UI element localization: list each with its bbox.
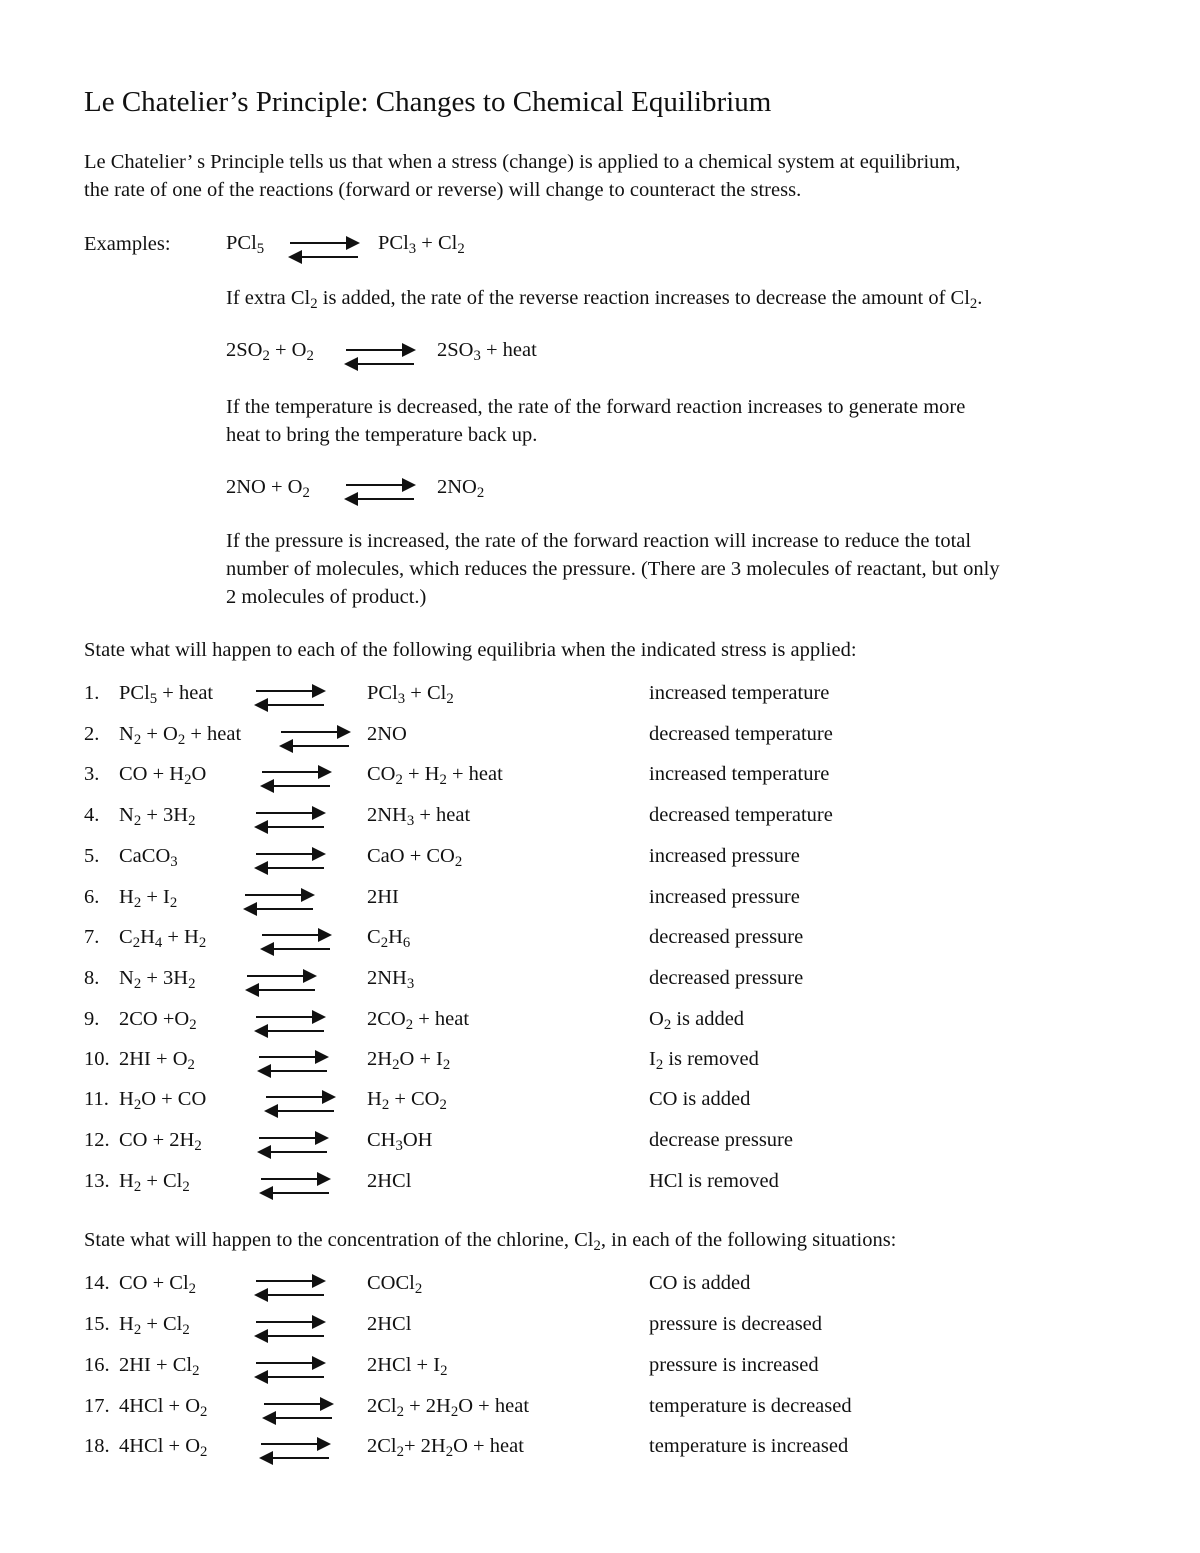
equilibrium-arrow-icon	[286, 232, 362, 264]
problem-products: $2H_2O + I_2$	[367, 1048, 451, 1074]
problem-products: $2NH_3$ + heat	[367, 804, 471, 830]
problem-stress: CO is added	[649, 1088, 751, 1110]
section-2-instruction: State what will happen to the concentration of the chlorine, $Cl_2$, in each of the following situations:	[84, 1229, 897, 1255]
problem-reactants: $4HCl + O_2$	[119, 1435, 208, 1461]
example-3-products: $2NO_2$	[437, 476, 485, 502]
problem-number: 5.	[84, 845, 100, 867]
problem-reactants: CO + $H_2O$	[119, 763, 207, 789]
problem-number: 7.	[84, 926, 100, 948]
example-3-note-line-1: If the pressure is increased, the rate of the forward reaction will increase to reduce the total	[226, 530, 972, 552]
problem-stress: increased pressure	[649, 886, 800, 908]
equilibrium-arrow-icon	[252, 802, 328, 834]
equilibrium-arrow-icon	[257, 1433, 333, 1465]
problem-number: 2.	[84, 723, 100, 745]
problem-reactants: $H_2 + I_2$	[119, 886, 178, 912]
problem-stress: decrease pressure	[649, 1129, 793, 1151]
problem-number: 11.	[84, 1088, 109, 1110]
problem-reactants: $2HI + O_2$	[119, 1048, 195, 1074]
problem-stress: CO is added	[649, 1272, 751, 1294]
equilibrium-arrow-icon	[258, 924, 334, 956]
problem-reactants: CO + $2H_2$	[119, 1129, 202, 1155]
problem-stress: HCl is removed	[649, 1170, 779, 1192]
problem-number: 6.	[84, 886, 100, 908]
equilibrium-arrow-icon	[252, 1352, 328, 1384]
problem-number: 18.	[84, 1435, 110, 1457]
example-1-products: $PCl_3 + Cl_2$	[378, 232, 465, 258]
equilibrium-arrow-icon	[252, 1311, 328, 1343]
problem-reactants: $2CO +O_2$	[119, 1008, 197, 1034]
problem-reactants: PCl$_5$ + heat	[119, 682, 214, 708]
problem-products: 2HCl	[367, 1170, 412, 1192]
page-title: Le Chatelier’s Principle: Changes to Chemical Equilibrium	[84, 86, 772, 118]
problem-number: 4.	[84, 804, 100, 826]
equilibrium-arrow-icon	[342, 474, 418, 506]
problem-products: $CH_3OH$	[367, 1129, 433, 1155]
example-2-products: $2SO_3$ + heat	[437, 339, 537, 365]
example-3-note-line-2: number of molecules, which reduces the pressure. (There are 3 molecules of reactant, but only	[226, 558, 1000, 580]
example-3-reactants: $2NO + O_2$	[226, 476, 310, 502]
problem-number: 14.	[84, 1272, 110, 1294]
problem-stress: decreased pressure	[649, 967, 804, 989]
equilibrium-arrow-icon	[277, 721, 353, 753]
problem-reactants: $H_2 + Cl_2$	[119, 1313, 190, 1339]
problem-products: $2CO_2$ + heat	[367, 1008, 470, 1034]
equilibrium-arrow-icon	[262, 1086, 338, 1118]
problem-number: 10.	[84, 1048, 110, 1070]
problem-products: CaO + $CO_2$	[367, 845, 463, 871]
problem-number: 9.	[84, 1008, 100, 1030]
problem-stress: decreased pressure	[649, 926, 804, 948]
problem-number: 17.	[84, 1395, 110, 1417]
problem-products: $H_2 + CO_2$	[367, 1088, 447, 1114]
problem-stress: temperature is decreased	[649, 1395, 852, 1417]
problem-reactants: $C_2H_4 + H_2$	[119, 926, 207, 952]
problem-stress: increased temperature	[649, 682, 830, 704]
intro-line-1: Le Chatelier’ s Principle tells us that when a stress (change) is applied to a chemical system at equilibrium,	[84, 151, 961, 173]
example-1-note: If extra $Cl_2$ is added, the rate of the reverse reaction increases to decrease the amount of $Cl_2$.	[226, 287, 983, 313]
problem-reactants: $2HI + Cl_2$	[119, 1354, 200, 1380]
problem-products: $2NH_3$	[367, 967, 415, 993]
equilibrium-arrow-icon	[255, 1127, 331, 1159]
problem-number: 3.	[84, 763, 100, 785]
example-2-note-line-2: heat to bring the temperature back up.	[226, 424, 538, 446]
problem-stress: increased pressure	[649, 845, 800, 867]
problem-reactants: CaCO$_3$	[119, 845, 178, 871]
problem-reactants: $H_2 + Cl_2$	[119, 1170, 190, 1196]
problem-number: 16.	[84, 1354, 110, 1376]
problem-reactants: $H_2O$ + CO	[119, 1088, 207, 1114]
problem-number: 1.	[84, 682, 100, 704]
examples-label: Examples:	[84, 233, 171, 255]
equilibrium-arrow-icon	[243, 965, 319, 997]
problem-stress: $O_2$ is added	[649, 1008, 745, 1034]
problem-products: $2Cl_2+ 2H_2O$ + heat	[367, 1435, 524, 1461]
example-1-reactants: PCl$_5$	[226, 232, 265, 258]
equilibrium-arrow-icon	[241, 884, 317, 916]
equilibrium-arrow-icon	[252, 1006, 328, 1038]
problem-stress: $I_2$ is removed	[649, 1048, 759, 1074]
equilibrium-arrow-icon	[252, 680, 328, 712]
example-2-reactants: $2SO_2 + O_2$	[226, 339, 314, 365]
problem-stress: decreased temperature	[649, 804, 833, 826]
problem-number: 8.	[84, 967, 100, 989]
equilibrium-arrow-icon	[252, 1270, 328, 1302]
problem-stress: pressure is decreased	[649, 1313, 823, 1335]
problem-products: $PCl_3 + Cl_2$	[367, 682, 454, 708]
problem-products: $2HCl + I_2$	[367, 1354, 448, 1380]
problem-reactants: CO + $Cl_2$	[119, 1272, 197, 1298]
equilibrium-arrow-icon	[260, 1393, 336, 1425]
problem-reactants: $N_2 + O_2$ + heat	[119, 723, 242, 749]
problem-number: 13.	[84, 1170, 110, 1192]
section-1-instruction: State what will happen to each of the following equilibria when the indicated stress is applied:	[84, 639, 857, 661]
problem-products: COCl$_2$	[367, 1272, 423, 1298]
problem-number: 12.	[84, 1129, 110, 1151]
equilibrium-arrow-icon	[257, 1168, 333, 1200]
problem-products: 2HCl	[367, 1313, 412, 1335]
problem-stress: temperature is increased	[649, 1435, 849, 1457]
equilibrium-arrow-icon	[252, 843, 328, 875]
problem-products: $CO_2 + H_2$ + heat	[367, 763, 503, 789]
problem-products: 2HI	[367, 886, 399, 908]
problem-stress: increased temperature	[649, 763, 830, 785]
problem-products: $2Cl_2 + 2H_2O$ + heat	[367, 1395, 530, 1421]
problem-stress: pressure is increased	[649, 1354, 819, 1376]
problem-products: $C_2H_6$	[367, 926, 411, 952]
problem-products: 2NO	[367, 723, 407, 745]
equilibrium-arrow-icon	[342, 339, 418, 371]
problem-stress: decreased temperature	[649, 723, 833, 745]
problem-reactants: $N_2 + 3H_2$	[119, 967, 196, 993]
example-2-note-line-1: If the temperature is decreased, the rate of the forward reaction increases to generate more	[226, 396, 966, 418]
problem-reactants: $4HCl + O_2$	[119, 1395, 208, 1421]
equilibrium-arrow-icon	[258, 761, 334, 793]
intro-line-2: the rate of one of the reactions (forward or reverse) will change to counteract the stress.	[84, 179, 802, 201]
problem-number: 15.	[84, 1313, 110, 1335]
equilibrium-arrow-icon	[255, 1046, 331, 1078]
example-3-note-line-3: 2 molecules of product.)	[226, 586, 427, 608]
problem-reactants: $N_2 + 3H_2$	[119, 804, 196, 830]
